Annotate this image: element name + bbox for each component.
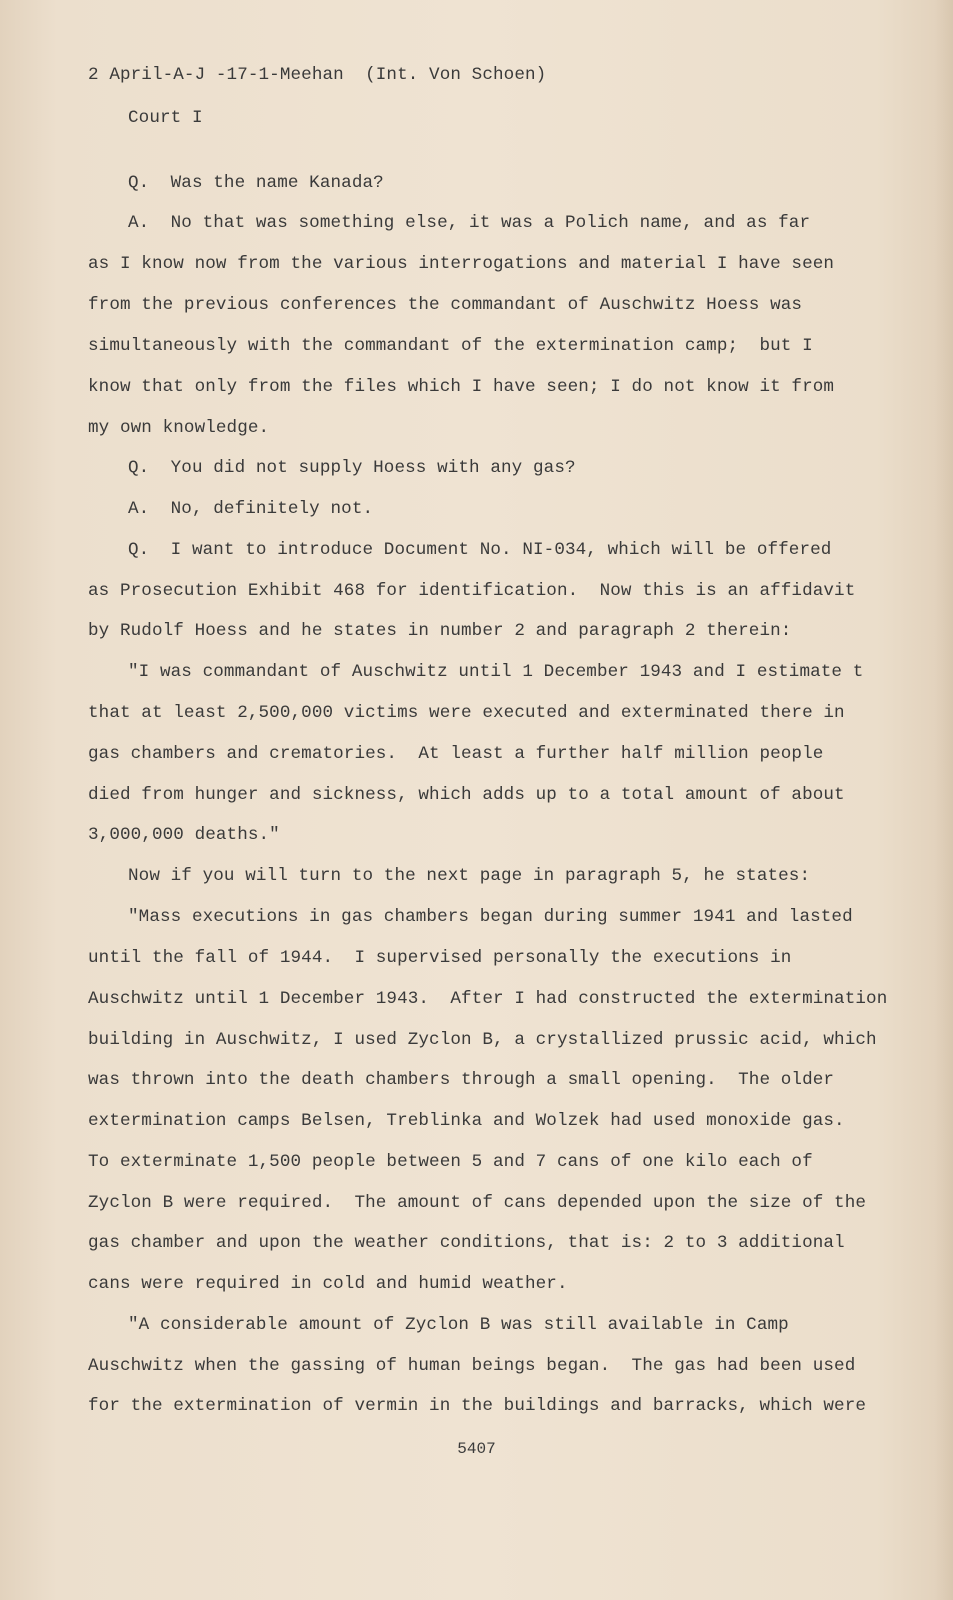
text-line-5: simultaneously with the commandant of the extermination camp; but I xyxy=(88,336,813,356)
text-line-4: from the previous conferences the commandant of Auschwitz Hoess was xyxy=(88,295,803,315)
text-line-16: died from hunger and sickness, which adds up to a total amount of about xyxy=(88,785,845,805)
text-line-31: for the extermination of vermin in the buildings and barracks, which were xyxy=(88,1396,867,1416)
text-line-11: as Prosecution Exhibit 468 for identification. Now this is an affidavit xyxy=(88,581,856,601)
paper-edge-shadow xyxy=(935,0,953,1600)
text-line-3: as I know now from the various interrogations and material I have seen xyxy=(88,254,835,274)
page-number: 5407 xyxy=(457,1440,496,1458)
text-line-29: "A considerable amount of Zyclon B was still available in Camp xyxy=(128,1315,789,1335)
text-line-6: know that only from the files which I have seen; I do not know it from xyxy=(88,377,835,397)
text-line-19: "Mass executions in gas chambers began during summer 1941 and lasted xyxy=(128,907,853,927)
text-line-15: gas chambers and crematories. At least a further half million people xyxy=(88,744,824,764)
text-line-25: To exterminate 1,500 people between 5 and 7 cans of one kilo each of xyxy=(88,1152,813,1172)
text-line-9: A. No, definitely not. xyxy=(128,499,374,519)
text-line-28: cans were required in cold and humid weather. xyxy=(88,1274,568,1294)
text-line-14: that at least 2,500,000 victims were executed and exterminated there in xyxy=(88,703,845,723)
text-line-12: by Rudolf Hoess and he states in number 2 and paragraph 2 therein: xyxy=(88,621,792,641)
text-line-13: "I was commandant of Auschwitz until 1 December 1943 and I estimate t xyxy=(128,662,864,682)
text-line-2: A. No that was something else, it was a Polich name, and as far xyxy=(128,213,811,233)
text-line-21: Auschwitz until 1 December 1943. After I had constructed the extermination xyxy=(88,989,888,1009)
text-line-7: my own knowledge. xyxy=(88,418,270,438)
text-line-27: gas chamber and upon the weather conditions, that is: 2 to 3 additional xyxy=(88,1233,845,1253)
court-label: Court I xyxy=(128,108,203,128)
text-line-10: Q. I want to introduce Document No. NI-034, which will be offered xyxy=(128,540,832,560)
text-line-8: Q. You did not supply Hoess with any gas? xyxy=(128,458,576,478)
document-header: 2 April-A-J -17-1-Meehan (Int. Von Schoen) xyxy=(88,65,547,85)
text-line-1: Q. Was the name Kanada? xyxy=(128,173,384,193)
text-line-18: Now if you will turn to the next page in paragraph 5, he states: xyxy=(128,866,811,886)
text-line-24: extermination camps Belsen, Treblinka and Wolzek had used monoxide gas. xyxy=(88,1111,845,1131)
text-line-30: Auschwitz when the gassing of human beings began. The gas had been used xyxy=(88,1356,856,1376)
text-line-22: building in Auschwitz, I used Zyclon B, a crystallized prussic acid, which xyxy=(88,1030,877,1050)
text-line-20: until the fall of 1944. I supervised personally the executions in xyxy=(88,948,792,968)
text-line-17: 3,000,000 deaths." xyxy=(88,825,280,845)
text-line-23: was thrown into the death chambers through a small opening. The older xyxy=(88,1070,835,1090)
text-line-26: Zyclon B were required. The amount of cans depended upon the size of the xyxy=(88,1193,867,1213)
